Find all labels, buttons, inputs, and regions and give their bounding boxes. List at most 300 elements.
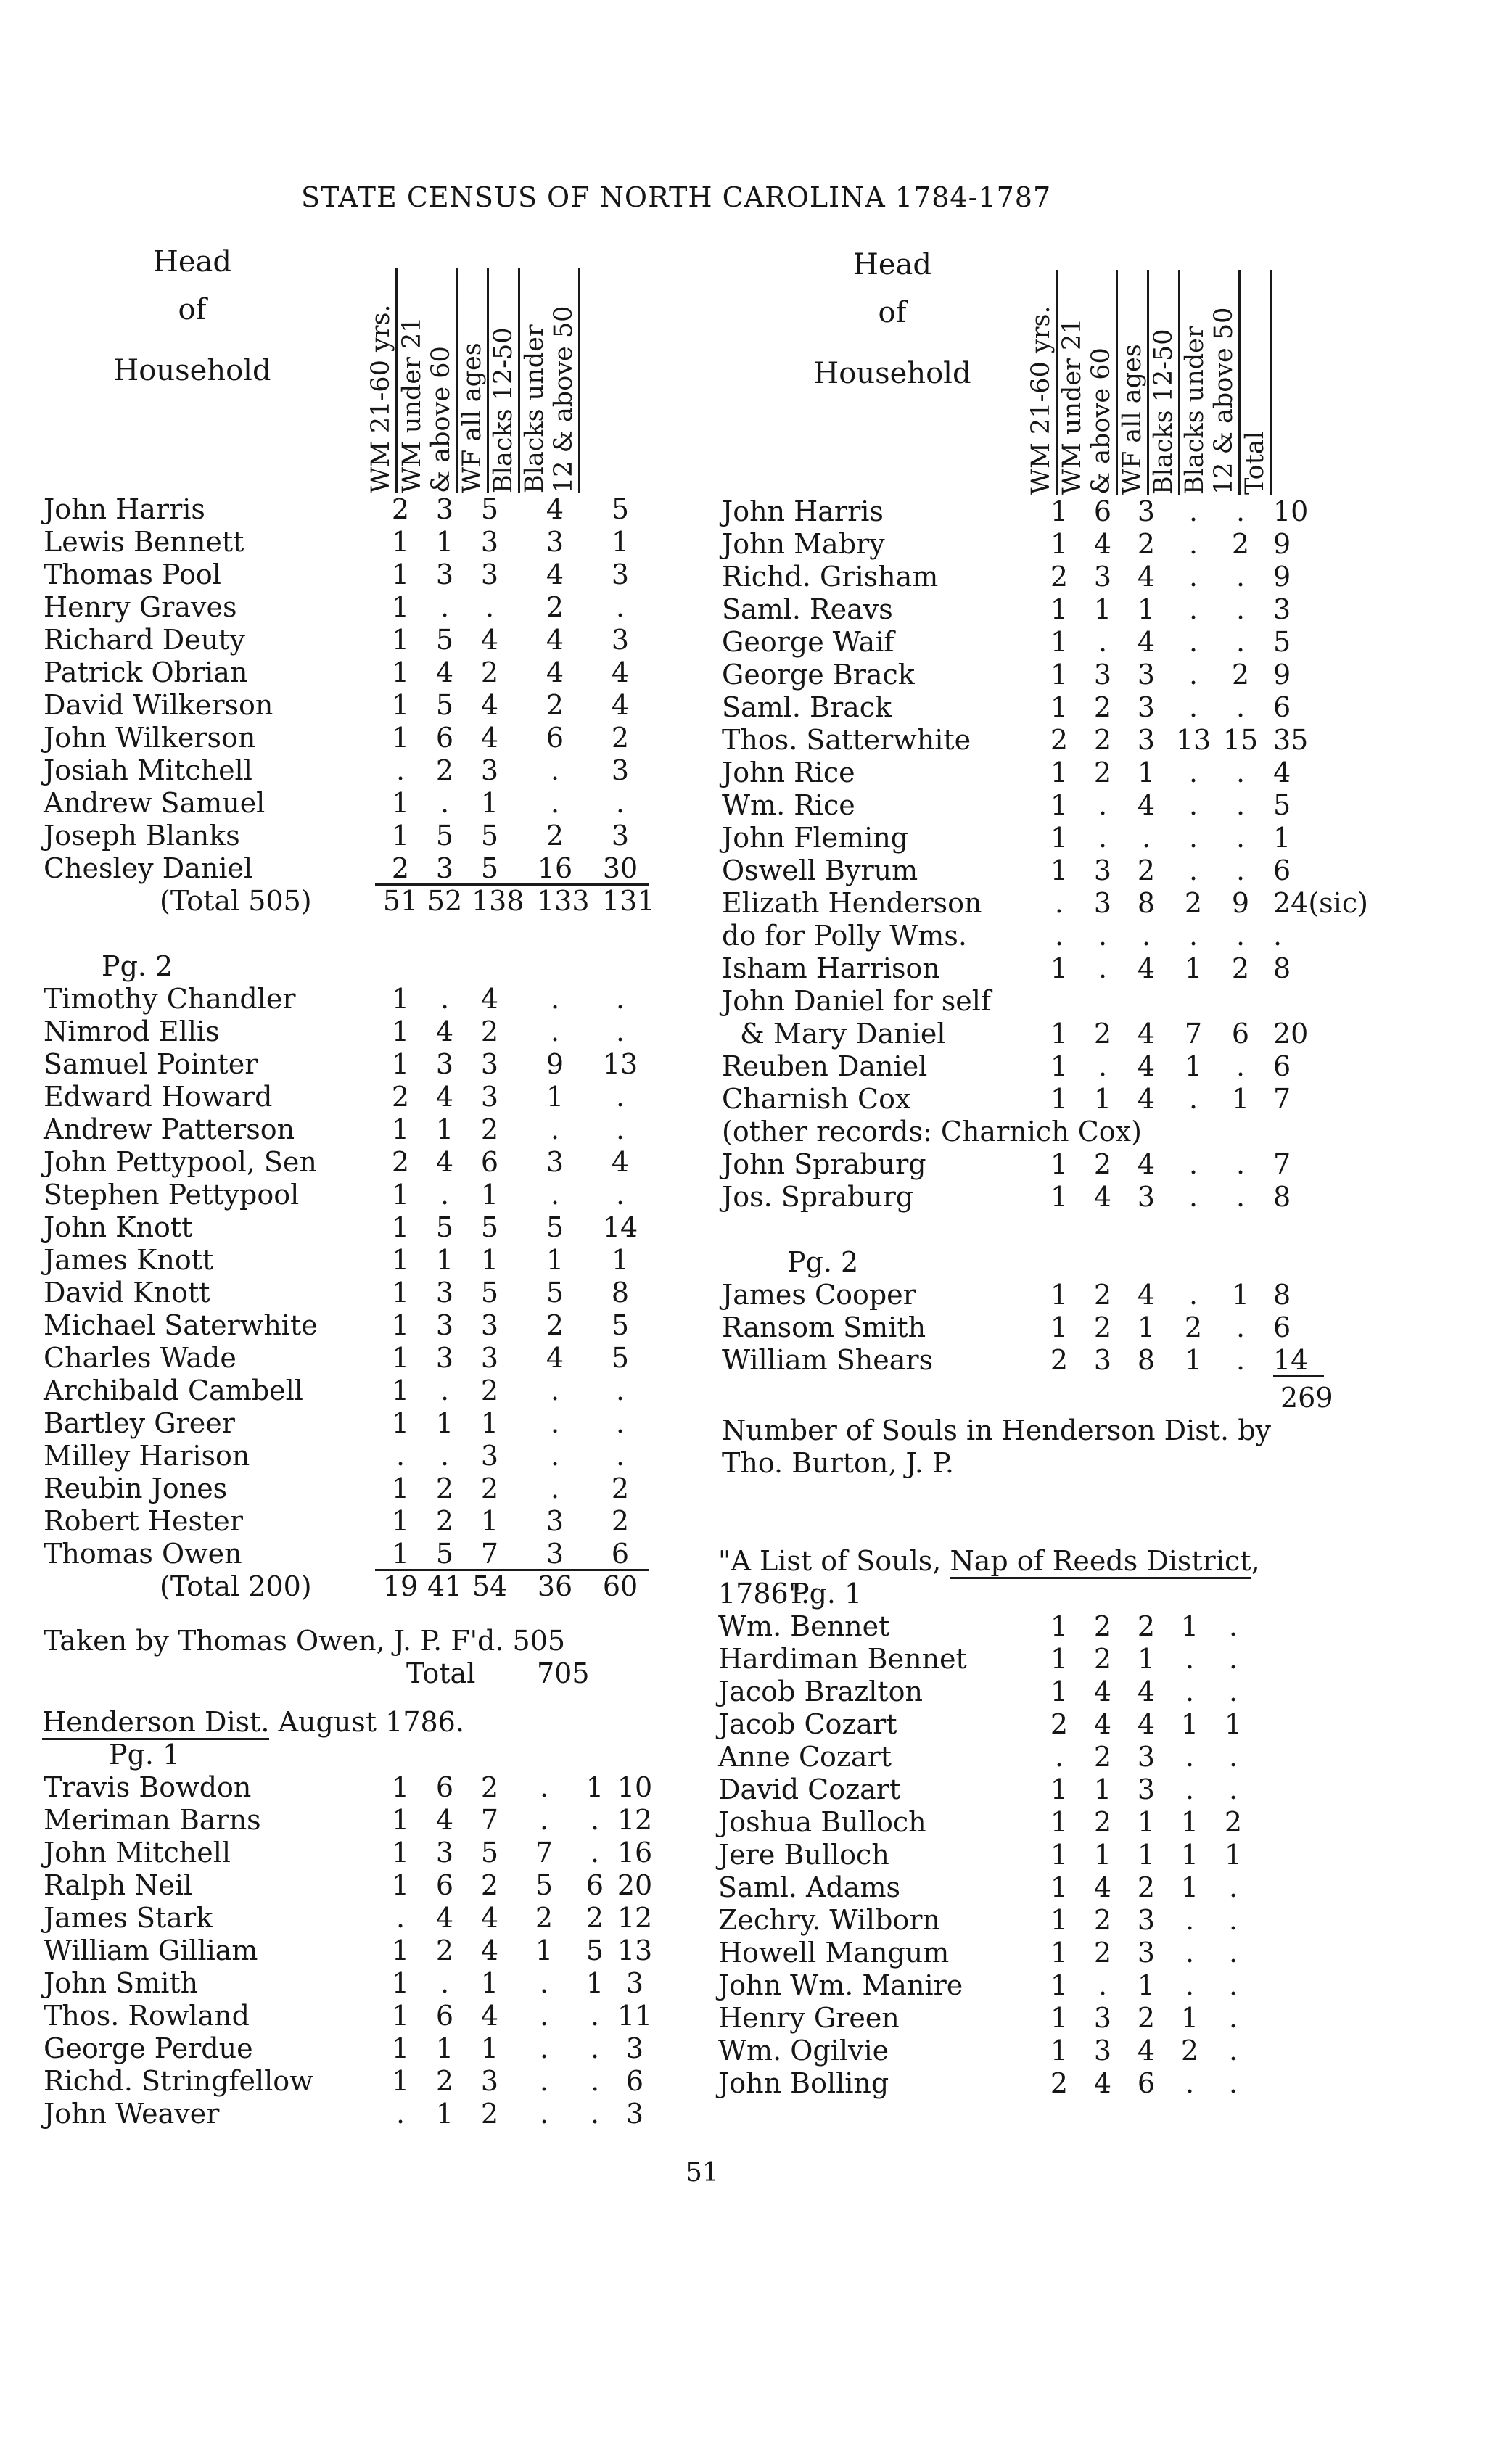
table-row	[718, 2067, 1444, 2100]
count-cell: 4	[435, 1081, 454, 1113]
count-cell: 8	[1137, 887, 1156, 919]
count-cell: 6	[1273, 854, 1291, 886]
household-name: Wm. Bennet	[718, 1610, 890, 1642]
left-head-line1: Head	[152, 245, 231, 279]
count-cell: 1	[391, 1048, 410, 1080]
table-row	[44, 787, 667, 820]
count-cell: 5	[435, 689, 454, 721]
count-cell: .	[1235, 593, 1246, 625]
count-cell: 1	[391, 1934, 410, 1966]
household-name: Pg. 2	[787, 1246, 859, 1278]
count-cell: 4	[1137, 1708, 1156, 1740]
table-row	[722, 920, 1447, 952]
count-cell: .	[1188, 528, 1198, 560]
count-cell: 4	[1137, 1148, 1156, 1180]
household-name: Chesley Daniel	[44, 852, 253, 884]
count-cell: .	[1188, 593, 1198, 625]
count-cell: 7	[1184, 1018, 1203, 1050]
count-cell: .	[1188, 691, 1198, 723]
count-cell: 3	[480, 1048, 499, 1080]
count-cell: 6	[1231, 1018, 1250, 1050]
henderson-page-label: Pg. 1	[109, 1739, 181, 1771]
count-cell: 5	[480, 852, 499, 884]
count-cell: 1	[1050, 1050, 1069, 1082]
count-cell: .	[539, 1967, 549, 1999]
table-row	[44, 820, 667, 852]
count-cell: 2	[1093, 691, 1112, 723]
count-cell: 19	[382, 1570, 419, 1602]
count-cell: .	[1235, 1050, 1246, 1082]
count-cell: 3	[435, 1309, 454, 1341]
count-cell: 4	[1093, 1676, 1112, 1707]
henderson-heading	[42, 1706, 464, 1739]
count-cell: 4	[480, 722, 499, 754]
household-name: Jacob Cozart	[718, 1708, 897, 1740]
count-cell: .	[440, 983, 450, 1015]
household-name: John Mitchell	[44, 1837, 231, 1868]
count-cell: 3	[625, 2098, 644, 2130]
count-cell: .	[1188, 561, 1198, 593]
count-cell: 2	[435, 1934, 454, 1966]
table-row	[44, 722, 667, 754]
table-row	[44, 1244, 667, 1277]
count-cell: 2	[1180, 2035, 1199, 2067]
count-cell: .	[590, 1804, 600, 1836]
table-row	[44, 689, 667, 722]
count-cell: .	[440, 1967, 450, 1999]
count-cell: 1	[391, 2032, 410, 2064]
count-cell: .	[1098, 1050, 1108, 1082]
count-cell: 2	[480, 1375, 499, 1406]
count-cell: 4	[1093, 528, 1112, 560]
table-row	[722, 1246, 1447, 1279]
count-cell: 2	[546, 689, 564, 721]
henderson-date: August 1786.	[278, 1706, 464, 1738]
count-cell: 1	[1050, 1643, 1069, 1675]
count-cell: 2	[480, 1113, 499, 1145]
count-cell: .	[1188, 854, 1198, 886]
table-row	[44, 2032, 696, 2065]
count-cell: 5	[480, 1277, 499, 1309]
count-cell: 52	[427, 885, 463, 917]
count-cell: 2	[1050, 724, 1069, 756]
household-name: Timothy Chandler	[44, 983, 296, 1015]
count-cell: 1	[480, 787, 499, 819]
table-row	[718, 1610, 1444, 1643]
count-cell: 1	[1093, 1773, 1112, 1805]
count-cell: 60	[602, 1570, 638, 1602]
count-cell: 5	[546, 1211, 564, 1243]
count-cell: 1	[1050, 691, 1069, 723]
count-cell: 1	[1050, 1773, 1069, 1805]
count-cell: .	[1235, 1181, 1246, 1213]
count-cell: 1	[1050, 1839, 1069, 1871]
column-header-group	[1241, 270, 1272, 495]
count-cell: 3	[435, 1837, 454, 1868]
count-cell: 1	[1050, 1610, 1069, 1642]
count-cell: 1	[480, 1244, 499, 1276]
household-name: do for Polly Wms.	[722, 920, 967, 952]
count-cell: 3	[480, 526, 499, 558]
table-row	[722, 757, 1447, 789]
household-name: Elizath Henderson	[722, 887, 982, 919]
count-cell: 2	[1093, 1937, 1112, 1969]
count-cell: 2	[1050, 1344, 1069, 1376]
column-header-text: & above 60	[427, 346, 456, 493]
count-cell: 1	[1184, 952, 1203, 984]
taken-by-note: Taken by Thomas Owen, J. P. F'd. 505	[44, 1625, 566, 1657]
count-cell: 2	[1137, 528, 1156, 560]
count-cell: .	[1185, 2067, 1195, 2099]
count-cell: 4	[546, 1342, 564, 1374]
count-cell: 2	[391, 493, 410, 525]
count-cell: 3	[1137, 1773, 1156, 1805]
table-row	[44, 1837, 696, 1869]
count-cell: .	[1228, 1610, 1238, 1642]
table-row	[718, 1676, 1444, 1708]
count-cell: 4	[1137, 1050, 1156, 1082]
count-cell: 1	[435, 2032, 454, 2064]
count-cell: 10	[617, 1771, 653, 1803]
count-cell: 2	[611, 1472, 630, 1504]
count-cell: 1	[391, 591, 410, 623]
count-cell: 4	[1093, 1181, 1112, 1213]
count-cell: .	[539, 1804, 549, 1836]
household-name: Saml. Adams	[718, 1871, 900, 1903]
household-name: Andrew Patterson	[44, 1113, 295, 1145]
count-cell: 3	[435, 1342, 454, 1374]
count-cell: 3	[1137, 691, 1156, 723]
count-cell: .	[1188, 659, 1198, 691]
count-cell: .	[1228, 1969, 1238, 2001]
count-cell: 1	[1137, 1311, 1156, 1343]
count-cell: 30	[602, 852, 638, 884]
count-cell: 4	[611, 689, 630, 721]
count-cell: 1	[1137, 1969, 1156, 2001]
count-cell: .	[1235, 1311, 1246, 1343]
count-cell: .	[1228, 1937, 1238, 1969]
count-cell: 1	[1137, 1806, 1156, 1838]
count-cell: .	[615, 591, 625, 623]
count-cell: .	[1141, 822, 1151, 854]
table-row	[44, 1472, 667, 1505]
count-cell: 4	[480, 1902, 499, 1934]
count-cell: 5	[546, 1277, 564, 1309]
left-head-line2: of	[178, 293, 207, 326]
count-cell: 2	[1224, 1806, 1243, 1838]
table-row	[722, 593, 1447, 626]
count-cell: .	[440, 1440, 450, 1472]
column-header-group	[458, 268, 489, 493]
count-cell: .	[1188, 495, 1198, 527]
count-cell: 1	[611, 1244, 630, 1276]
count-cell: 5	[585, 1934, 604, 1966]
table-row	[722, 1050, 1447, 1083]
count-cell: 12	[617, 1902, 653, 1934]
count-cell: 2	[480, 1472, 499, 1504]
count-cell: 1	[391, 1804, 410, 1836]
column-header-group	[1180, 270, 1241, 495]
count-cell: 2	[585, 1902, 604, 1934]
count-cell: .	[1188, 1148, 1198, 1180]
table-row	[44, 559, 667, 591]
page-number: 51	[686, 2158, 719, 2188]
table-row	[722, 854, 1447, 887]
count-cell: 3	[435, 1048, 454, 1080]
count-cell: 2	[1231, 952, 1250, 984]
count-cell: 1	[391, 1211, 410, 1243]
count-cell: 1	[1050, 495, 1069, 527]
count-cell: 9	[1273, 659, 1291, 691]
count-cell: 1	[480, 1505, 499, 1537]
count-cell: 14	[1273, 1344, 1309, 1376]
count-cell: .	[1185, 1937, 1195, 1969]
count-cell: 3	[546, 1146, 564, 1178]
count-cell: .	[615, 1440, 625, 1472]
nap-heading-line2: 1786".	[718, 1578, 810, 1610]
count-cell: 1	[1050, 528, 1069, 560]
count-cell: 1	[391, 1771, 410, 1803]
count-cell: .	[395, 754, 406, 786]
count-cell: 2	[611, 1505, 630, 1537]
count-cell: 1	[1050, 1279, 1069, 1311]
count-cell: 1	[391, 2065, 410, 2097]
table-row	[44, 1804, 696, 1837]
table-row	[722, 528, 1447, 561]
household-name: Saml. Reavs	[722, 593, 893, 625]
count-cell: 51	[382, 885, 419, 917]
count-cell: 6	[546, 722, 564, 754]
table-row	[44, 1934, 696, 1967]
count-cell: 3	[611, 820, 630, 852]
count-cell: 1	[391, 1505, 410, 1537]
count-cell: 4	[1273, 757, 1291, 788]
count-cell: .	[550, 1440, 560, 1472]
count-cell: 3	[480, 754, 499, 786]
count-cell: .	[1185, 1643, 1195, 1675]
count-cell: 2	[480, 1771, 499, 1803]
household-name: Robert Hester	[44, 1505, 243, 1537]
count-cell: .	[539, 2065, 549, 2097]
count-cell: 3	[1093, 561, 1112, 593]
table-row	[44, 918, 667, 950]
count-cell: 6	[435, 1869, 454, 1901]
table-row	[722, 1148, 1447, 1181]
household-name: Wm. Ogilvie	[718, 2035, 889, 2067]
household-name: Thos. Satterwhite	[722, 724, 971, 756]
count-cell: .	[1185, 1773, 1195, 1805]
count-cell: 6	[1273, 1050, 1291, 1082]
right-head-line1: Head	[852, 248, 931, 281]
count-cell: 1	[546, 1081, 564, 1113]
count-cell: 1	[391, 1375, 410, 1406]
count-cell: .	[1185, 1904, 1195, 1936]
column-header-group	[1027, 270, 1058, 495]
count-cell: 2	[480, 1869, 499, 1901]
count-cell: 1	[1050, 854, 1069, 886]
household-name: John Fleming	[722, 822, 909, 854]
count-cell: .	[550, 1179, 560, 1211]
count-cell: 35	[1273, 724, 1309, 756]
table-row	[718, 1969, 1444, 2002]
count-cell: 8	[1273, 1279, 1291, 1311]
count-cell: .	[1054, 1741, 1064, 1773]
count-cell: .	[615, 983, 625, 1015]
household-name: Pg. 2	[102, 950, 173, 982]
count-cell: 1	[1137, 757, 1156, 788]
column-header-text: WF all ages	[458, 342, 487, 493]
count-cell: 1	[391, 624, 410, 656]
count-cell: 2	[1184, 887, 1203, 919]
count-cell: 1	[1050, 952, 1069, 984]
count-cell: .	[1235, 822, 1246, 854]
count-cell: .	[615, 1113, 625, 1145]
count-cell: 7	[535, 1837, 554, 1868]
count-cell: 1	[391, 1538, 410, 1570]
table-row	[722, 1311, 1447, 1344]
count-cell: 1	[535, 1934, 554, 1966]
count-cell: 15	[1222, 724, 1259, 756]
count-cell: 1	[391, 1179, 410, 1211]
table-row	[44, 1440, 667, 1472]
count-cell: 3	[480, 2065, 499, 2097]
count-cell: 6	[1273, 691, 1291, 723]
count-cell: .	[615, 1179, 625, 1211]
count-cell: 1	[435, 1113, 454, 1145]
household-name: George Waif	[722, 626, 894, 658]
nap-heading-pre: "A List of Souls,	[718, 1545, 950, 1577]
household-name: Archibald Cambell	[44, 1375, 303, 1406]
count-cell: .	[1185, 1969, 1195, 2001]
count-cell: .	[1098, 822, 1108, 854]
household-name: & Mary Daniel	[740, 1018, 946, 1050]
count-cell: 5	[480, 1837, 499, 1868]
count-cell: 2	[1137, 2002, 1156, 2034]
count-cell: 3	[435, 852, 454, 884]
table-row	[44, 1081, 667, 1113]
count-cell: 2	[1137, 854, 1156, 886]
count-cell: 41	[427, 1570, 463, 1602]
count-cell: .	[550, 983, 560, 1015]
count-cell: 4	[1137, 1083, 1156, 1115]
count-cell: .	[1228, 2002, 1238, 2034]
count-cell: 1	[1050, 822, 1069, 854]
count-cell: 1	[391, 820, 410, 852]
count-cell: 2	[1231, 528, 1250, 560]
count-cell: 1	[1050, 2035, 1069, 2067]
count-cell: .	[590, 2032, 600, 2064]
household-name: David Cozart	[718, 1773, 901, 1805]
count-cell: 2	[1231, 659, 1250, 691]
count-cell: 4	[435, 1804, 454, 1836]
count-cell: .	[550, 1375, 560, 1406]
count-cell: 2	[1093, 1643, 1112, 1675]
count-cell: 3	[480, 559, 499, 590]
table-row	[44, 1967, 696, 2000]
household-name: Nimrod Ellis	[44, 1015, 220, 1047]
column-header-group	[489, 268, 520, 493]
count-cell: .	[1188, 920, 1198, 952]
count-cell: .	[1098, 789, 1108, 821]
count-cell: 1	[1224, 1708, 1243, 1740]
table-row	[722, 952, 1447, 985]
nap-heading-post: ,	[1251, 1545, 1260, 1577]
count-cell: 2	[1093, 757, 1112, 788]
count-cell: 2	[1093, 724, 1112, 756]
table-row	[44, 1869, 696, 1902]
table-row	[44, 852, 667, 885]
count-cell: 4	[435, 656, 454, 688]
count-cell: 20	[1273, 1018, 1309, 1050]
count-cell: 4	[480, 689, 499, 721]
table-row	[44, 656, 667, 689]
count-cell: 6	[1093, 495, 1112, 527]
count-cell: 1	[391, 1869, 410, 1901]
count-cell: 1	[391, 1967, 410, 1999]
count-cell: 4	[435, 1146, 454, 1178]
count-cell: 10	[1273, 495, 1309, 527]
count-cell: 5	[1273, 789, 1291, 821]
household-name: Jere Bulloch	[718, 1839, 889, 1871]
table-row	[722, 1018, 1447, 1050]
count-cell: .	[1185, 1741, 1195, 1773]
souls-note-line2: Tho. Burton, J. P.	[722, 1447, 954, 1479]
count-cell: .	[1235, 920, 1246, 952]
household-name: Reubin Jones	[44, 1472, 228, 1504]
count-cell: 1	[391, 1113, 410, 1145]
household-name: John Daniel for self	[722, 985, 992, 1017]
table-row	[44, 591, 667, 624]
count-cell: 1	[391, 1837, 410, 1868]
household-name: Thomas Owen	[44, 1538, 242, 1570]
count-cell: 3	[1137, 1741, 1156, 1773]
table-row	[722, 1214, 1447, 1246]
household-name: James Knott	[44, 1244, 214, 1276]
grand-total-rule	[1273, 1375, 1324, 1377]
count-cell: 2	[1093, 1279, 1112, 1311]
count-cell: 2	[1093, 1018, 1112, 1050]
household-name: Thomas Pool	[44, 559, 221, 590]
household-name: Richard Deuty	[44, 624, 245, 656]
count-cell: .	[590, 2000, 600, 2032]
count-cell: 9	[1273, 528, 1291, 560]
count-cell: 3	[1093, 887, 1112, 919]
column-header-text: WM 21-60 yrs.	[1027, 305, 1056, 495]
count-cell: .	[550, 1472, 560, 1504]
household-name: John Wm. Manire	[718, 1969, 963, 2001]
count-cell: 2	[435, 1472, 454, 1504]
count-cell: .	[1054, 887, 1064, 919]
table-row	[44, 1179, 667, 1211]
count-cell: 3	[480, 1342, 499, 1374]
count-cell: .	[1228, 1871, 1238, 1903]
count-cell: 4	[1137, 1018, 1156, 1050]
count-cell: 1	[1050, 1083, 1069, 1115]
count-cell: 8	[611, 1277, 630, 1309]
table-row	[44, 493, 667, 526]
count-cell: 1	[391, 1277, 410, 1309]
count-cell: 3	[625, 1967, 644, 1999]
table-row	[44, 1375, 667, 1407]
count-cell: 1	[391, 526, 410, 558]
household-name: Meriman Barns	[44, 1804, 261, 1836]
count-cell: .	[539, 1771, 549, 1803]
count-cell: 1	[391, 983, 410, 1015]
count-cell: 1	[1050, 1181, 1069, 1213]
count-cell: 1	[1273, 822, 1291, 854]
count-cell: .	[1228, 1741, 1238, 1773]
column-header-group	[1149, 270, 1180, 495]
